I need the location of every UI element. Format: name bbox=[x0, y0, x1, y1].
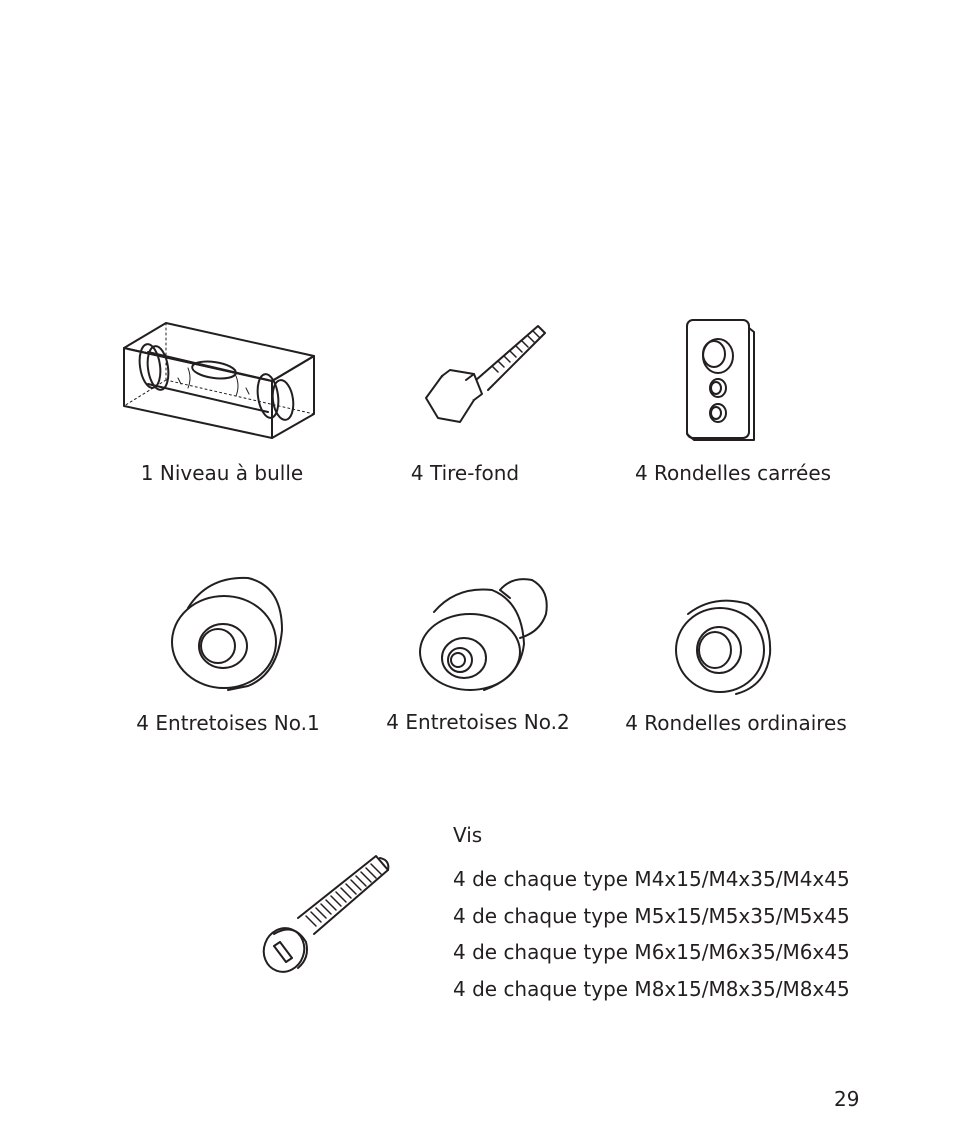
square-washer-icon bbox=[684, 316, 760, 444]
page-number: 29 bbox=[834, 1087, 860, 1111]
part-label: 4 Entretoises No.2 bbox=[386, 710, 570, 734]
screws-list bbox=[453, 869, 850, 1016]
list-item: 4 de chaque type M4x15/M4x35/M4x45 bbox=[453, 867, 850, 891]
screws-title: Vis bbox=[453, 823, 483, 847]
spacer-2-icon bbox=[416, 574, 552, 694]
machine-screw-icon bbox=[258, 850, 396, 980]
lag-bolt-icon bbox=[420, 318, 550, 436]
part-label: 4 Tire-fond bbox=[410, 461, 520, 485]
part-label: 4 Entretoises No.1 bbox=[136, 711, 320, 735]
part-label: 4 Rondelles carrées bbox=[634, 461, 832, 485]
bubble-level-icon bbox=[118, 318, 318, 443]
list-item: 4 de chaque type M5x15/M5x35/M5x45 bbox=[453, 903, 850, 928]
spacer-1-icon bbox=[168, 574, 288, 694]
part-label: 1 Niveau à bulle bbox=[140, 461, 304, 485]
list-item: 4 de chaque type M6x15/M6x35/M6x45 bbox=[453, 940, 850, 965]
flat-washer-icon bbox=[674, 598, 774, 698]
list-item: 4 de chaque type M8x15/M8x35/M8x45 bbox=[453, 977, 850, 1002]
part-label: 4 Rondelles ordinaires bbox=[625, 711, 847, 735]
